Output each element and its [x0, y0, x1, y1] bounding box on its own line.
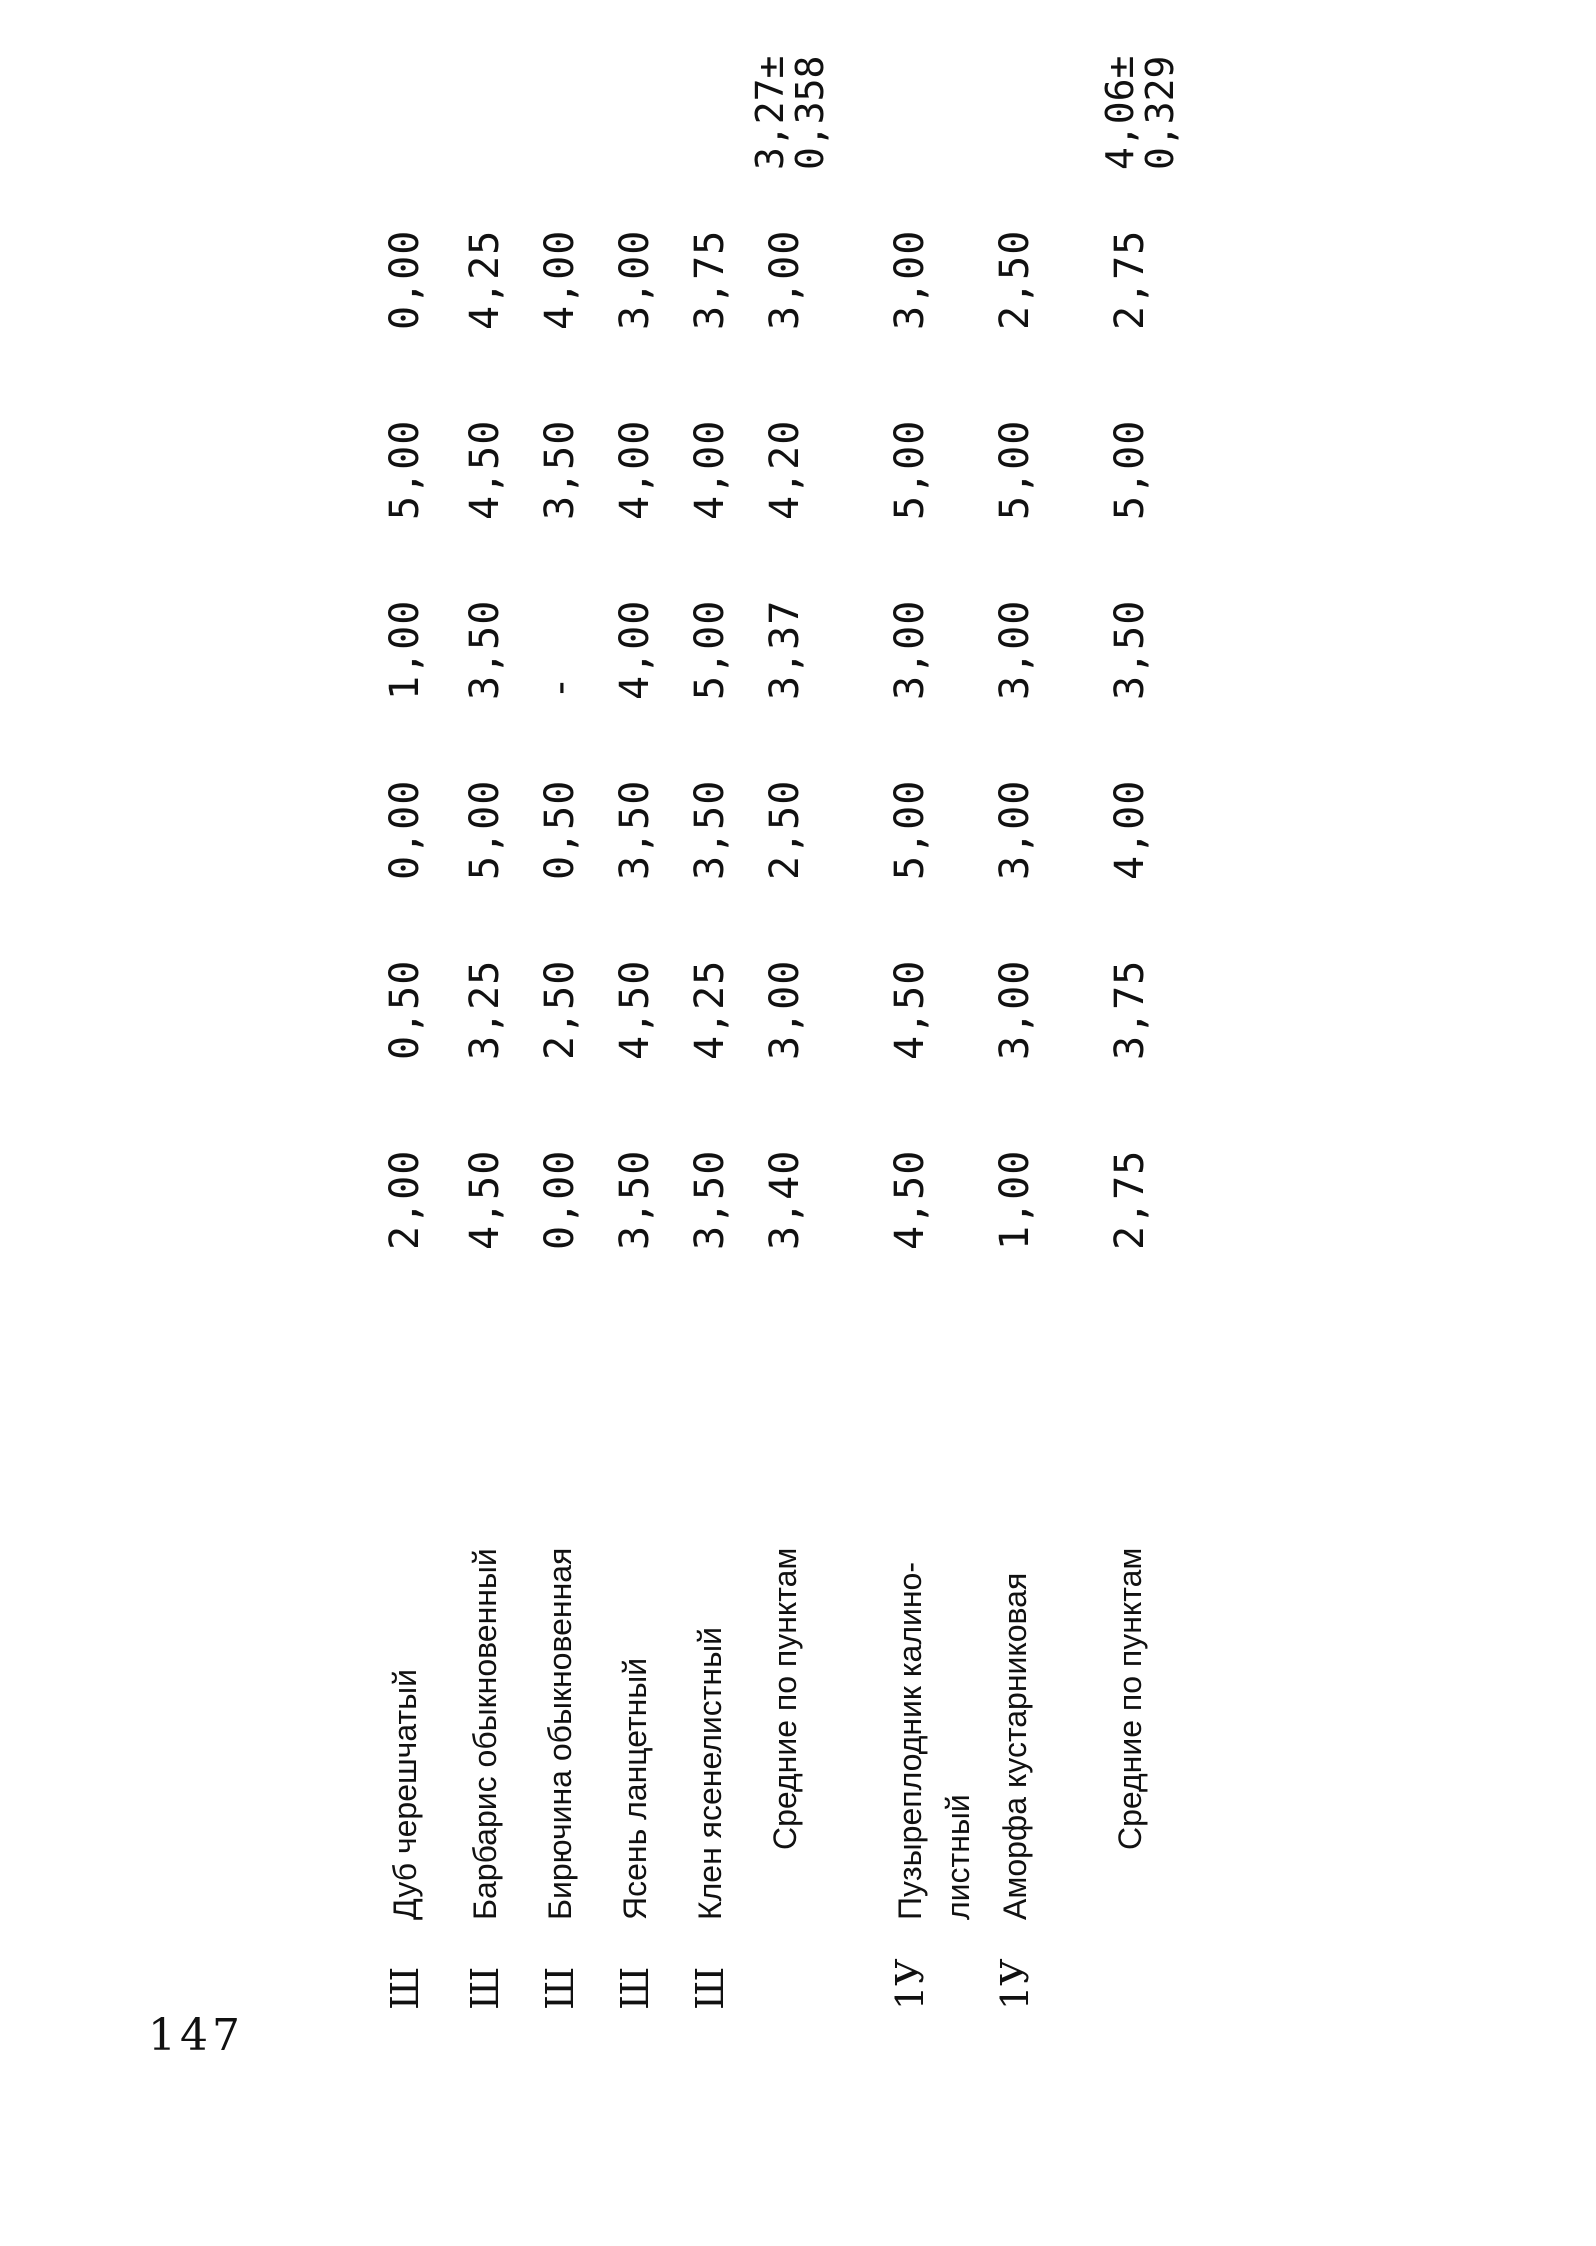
value-cell: 1,00 — [382, 599, 428, 700]
group-mean-error: 0,329 — [1138, 55, 1182, 170]
value-cell: 3,00 — [887, 599, 933, 700]
group-label: 1У — [993, 1958, 1037, 2010]
value-cell: 2,75 — [1107, 229, 1153, 330]
group-label: Ш — [538, 1966, 582, 2010]
value-cell: 3,25 — [462, 959, 508, 1060]
value-cell: 3,00 — [612, 229, 658, 330]
value-cell: 4,50 — [462, 1149, 508, 1250]
value-cell: 3,75 — [687, 229, 733, 330]
value-cell: 3,75 — [1107, 959, 1153, 1060]
value-cell: 3,00 — [762, 959, 808, 1060]
group-label: 1У — [888, 1958, 932, 2010]
value-cell: 1,00 — [992, 1149, 1038, 1250]
value-cell: 3,50 — [537, 419, 583, 520]
value-cell: 5,00 — [887, 779, 933, 880]
species-name-continued: листный — [940, 1794, 976, 1920]
value-cell: 0,00 — [382, 779, 428, 880]
value-cell: 3,50 — [612, 1149, 658, 1250]
value-cell: 0,50 — [382, 959, 428, 1060]
group-mean — [1100, 56, 1180, 170]
value-cell: 4,50 — [887, 959, 933, 1060]
value-cell: 3,00 — [887, 229, 933, 330]
table-row — [990, 90, 1070, 2050]
value-cell: 3,00 — [992, 599, 1038, 700]
group-mean-value: 4,06± — [1098, 55, 1142, 170]
group-label: Ш — [383, 1966, 427, 2010]
page-number: 147 — [148, 2010, 244, 2061]
value-cell: - — [537, 674, 583, 700]
group-label: Ш — [463, 1966, 507, 2010]
species-name: Клен ясенелистный — [692, 1627, 728, 1920]
species-name: Пузыреплодник калино- — [892, 1562, 928, 1920]
table-row — [535, 90, 615, 2050]
value-cell: 3,50 — [462, 599, 508, 700]
value-cell: 4,00 — [687, 419, 733, 520]
value-cell: 2,75 — [1107, 1149, 1153, 1250]
value-cell: 5,00 — [382, 419, 428, 520]
value-cell: 5,00 — [687, 599, 733, 700]
group-mean-error: 0,358 — [788, 55, 832, 170]
averages-label: Средние по пунктам — [767, 1547, 803, 1850]
value-cell: 4,00 — [612, 419, 658, 520]
table-row — [460, 90, 540, 2050]
value-cell: 2,50 — [762, 779, 808, 880]
value-cell: 4,50 — [887, 1149, 933, 1250]
value-cell: 4,20 — [762, 419, 808, 520]
table-row — [685, 90, 765, 2050]
value-cell: 3,50 — [612, 779, 658, 880]
value-cell: 2,00 — [382, 1149, 428, 1250]
species-name: Дуб черешчатый — [387, 1669, 423, 1920]
table-row-averages — [760, 90, 840, 2050]
value-cell: 4,00 — [612, 599, 658, 700]
value-cell: 3,50 — [687, 1149, 733, 1250]
value-cell: 4,00 — [537, 229, 583, 330]
value-cell: 0,00 — [382, 229, 428, 330]
value-cell: 3,40 — [762, 1149, 808, 1250]
value-cell: 4,25 — [687, 959, 733, 1060]
value-cell: 4,00 — [1107, 779, 1153, 880]
species-name: Барбарис обыкновенный — [467, 1548, 503, 1920]
value-cell: 3,37 — [762, 599, 808, 700]
value-cell: 3,50 — [687, 779, 733, 880]
species-name: Бирючина обыкновенная — [542, 1547, 578, 1920]
value-cell: 3,50 — [1107, 599, 1153, 700]
value-cell: 4,50 — [462, 419, 508, 520]
value-cell: 2,50 — [992, 229, 1038, 330]
value-cell: 4,50 — [612, 959, 658, 1060]
table-row — [610, 90, 690, 2050]
value-cell: 5,00 — [462, 779, 508, 880]
group-label: Ш — [613, 1966, 657, 2010]
value-cell: 3,00 — [762, 229, 808, 330]
group-mean-value: 3,27± — [748, 55, 792, 170]
table-row — [380, 90, 460, 2050]
value-cell: 5,00 — [992, 419, 1038, 520]
rotated-table — [380, 55, 1320, 2050]
species-name: Ясень ланцетный — [617, 1657, 653, 1920]
value-cell: 3,00 — [992, 779, 1038, 880]
value-cell: 0,00 — [537, 1149, 583, 1250]
table-row — [885, 90, 995, 2050]
value-cell: 4,25 — [462, 229, 508, 330]
value-cell: 5,00 — [887, 419, 933, 520]
value-cell: 2,50 — [537, 959, 583, 1060]
value-cell: 3,00 — [992, 959, 1038, 1060]
value-cell: 5,00 — [1107, 419, 1153, 520]
group-label: Ш — [688, 1966, 732, 2010]
group-mean — [750, 56, 830, 170]
value-cell: 0,50 — [537, 779, 583, 880]
table-row-averages — [1105, 90, 1185, 2050]
species-name: Аморфа кустарниковая — [997, 1572, 1033, 1920]
averages-label: Средние по пунктам — [1112, 1547, 1148, 1850]
